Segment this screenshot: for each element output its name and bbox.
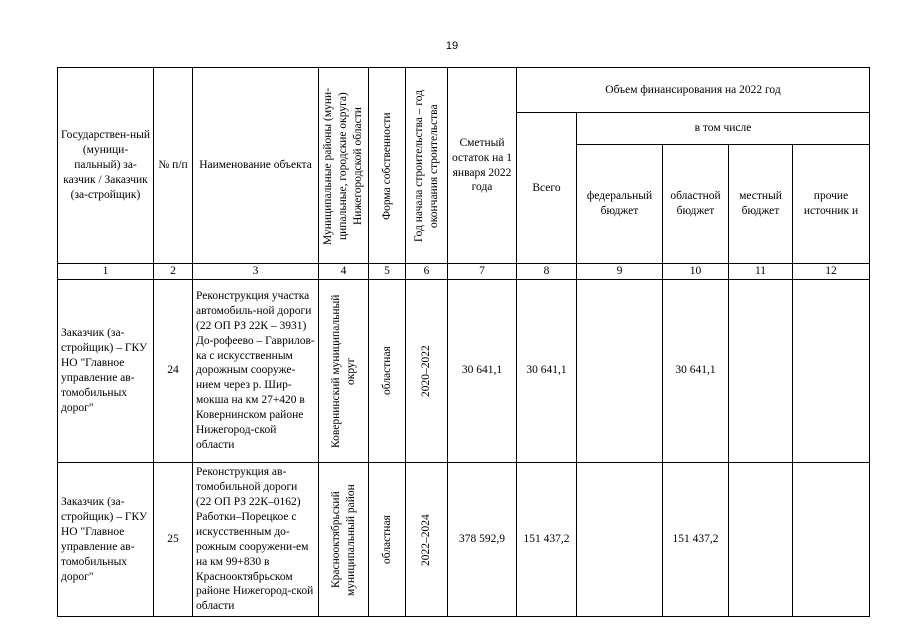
row-object-name: Реконструкция ав-томобильной дороги (22 ОП РЗ 22К–0162) Работки–Порецкое с искусственным до-рожным сооружени-ем на км 99+830 в Краснооктябрьском районе Нижегород-ской области xyxy=(193,462,319,616)
header-municipality-cell xyxy=(319,68,369,264)
column-number: 11 xyxy=(729,264,793,280)
column-number: 3 xyxy=(193,264,319,280)
row-years-cell xyxy=(406,279,448,462)
row-years-cell xyxy=(406,462,448,616)
header-local: местный бюджет xyxy=(729,145,793,264)
column-number: 4 xyxy=(319,264,369,280)
investment-table xyxy=(57,67,870,617)
page-number: 19 xyxy=(445,40,459,52)
row-ownership: областная xyxy=(380,515,393,565)
row-other xyxy=(793,462,870,616)
header-number: № п/п xyxy=(154,68,193,264)
row-regional: 151 437,2 xyxy=(663,462,729,616)
row-municipality: Ковернинский муниципальный округ xyxy=(329,294,357,448)
header-ownership: Форма собственности xyxy=(380,111,393,220)
row-number: 24 xyxy=(154,279,193,462)
row-total: 30 641,1 xyxy=(517,279,577,462)
header-federal: федеральный бюджет xyxy=(577,145,663,264)
table-row xyxy=(58,462,870,616)
row-years: 2022–2024 xyxy=(420,513,433,566)
header-municipality: Муниципальные районы (муни-ципальные, городские округа) Нижегородской области xyxy=(322,86,364,245)
row-balance: 378 592,9 xyxy=(448,462,517,616)
header-funding: Объем финансирования на 2022 год xyxy=(517,68,870,113)
header-object-name: Наименование объекта xyxy=(193,68,319,264)
header-years-cell xyxy=(406,68,448,264)
header-including: в том числе xyxy=(577,113,870,145)
row-municipality-cell xyxy=(319,279,369,462)
header-regional: областной бюджет xyxy=(663,145,729,264)
column-number: 9 xyxy=(577,264,663,280)
column-number: 8 xyxy=(517,264,577,280)
row-ownership: областная xyxy=(380,346,393,396)
row-customer: Заказчик (за-стройщик) – ГКУ НО "Главное управление ав-томобильных дорог" xyxy=(58,279,154,462)
row-other xyxy=(793,279,870,462)
column-number: 7 xyxy=(448,264,517,280)
column-number: 1 xyxy=(58,264,154,280)
header-row-1 xyxy=(58,68,870,113)
row-balance: 30 641,1 xyxy=(448,279,517,462)
row-total: 151 437,2 xyxy=(517,462,577,616)
row-regional: 30 641,1 xyxy=(663,279,729,462)
row-ownership-cell xyxy=(369,279,406,462)
row-years: 2020–2022 xyxy=(420,345,433,397)
row-local xyxy=(729,279,793,462)
column-number: 6 xyxy=(406,264,448,280)
column-number: 2 xyxy=(154,264,193,280)
header-total: Всего xyxy=(517,113,577,264)
header-other: прочие источник и xyxy=(793,145,870,264)
row-object-name: Реконструкция участка автомобиль-ной дороги (22 ОП РЗ 22К – 3931) До-рофеево – Гаврилов-ка с искусственным дорожным сооруже-нием через р. Шир-мокша на км 27+420 в Ковернинском районе Нижегород-ской области xyxy=(193,279,319,462)
row-municipality-cell xyxy=(319,462,369,616)
row-local xyxy=(729,462,793,616)
row-federal xyxy=(577,462,663,616)
header-years: Год начала строительства – год окончания строительства xyxy=(412,89,440,242)
table-row xyxy=(58,279,870,462)
column-number: 10 xyxy=(663,264,729,280)
row-ownership-cell xyxy=(369,462,406,616)
row-federal xyxy=(577,279,663,462)
column-number: 12 xyxy=(793,264,870,280)
header-customer: Государствен-ный (муници-пальный) за-казчик / Заказчик (за-стройщик) xyxy=(58,68,154,264)
header-balance: Сметный остаток на 1 января 2022 года xyxy=(448,68,517,264)
header-ownership-cell xyxy=(369,68,406,264)
row-customer: Заказчик (за-стройщик) – ГКУ НО "Главное управление ав-томобильных дорог" xyxy=(58,462,154,616)
column-number: 5 xyxy=(369,264,406,280)
row-municipality: Краснооктябрьский муниципальный район xyxy=(329,483,357,596)
row-number: 25 xyxy=(154,462,193,616)
column-number-row xyxy=(58,264,870,280)
